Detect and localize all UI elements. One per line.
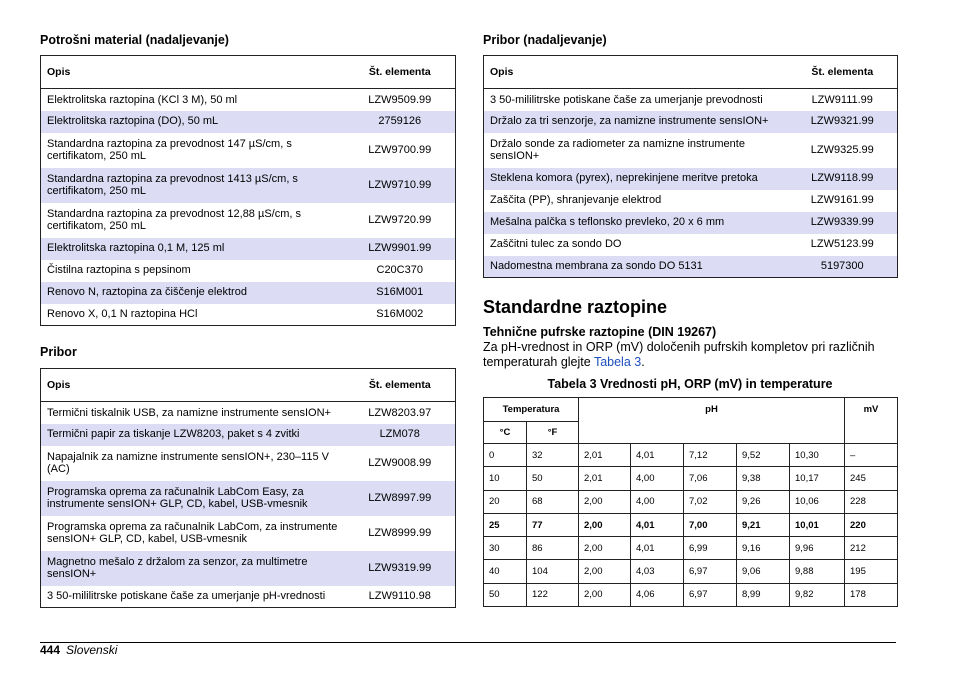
item-number: 5197300 xyxy=(788,256,898,278)
column-header-description: Opis xyxy=(41,369,345,402)
item-number: LZW8999.99 xyxy=(368,526,432,539)
item-description: Termični tiskalnik USB, za namizne instrumente sensION+ xyxy=(47,406,331,419)
ph-value: 4,00 xyxy=(631,490,684,513)
subsection-title: Tehnične pufrske raztopine (DIN 19267) xyxy=(483,325,717,339)
consumables-table xyxy=(40,55,456,326)
ph-value: 2,00 xyxy=(579,560,631,583)
table-row xyxy=(41,586,456,608)
ph-value: 7,12 xyxy=(684,444,737,467)
ph-value: 9,26 xyxy=(737,490,790,513)
item-description: Magnetno mešalo z držalom za senzor, za multimetre sensION+ xyxy=(41,551,345,586)
ph-value: 9,96 xyxy=(790,537,845,560)
table-row xyxy=(484,256,898,278)
intro-end: . xyxy=(641,355,645,369)
table-row xyxy=(41,402,456,424)
temp-celsius: 20 xyxy=(484,490,527,513)
temp-celsius: 25 xyxy=(484,513,527,536)
header-temperature: Temperatura xyxy=(484,398,579,422)
ph-value: 4,01 xyxy=(631,537,684,560)
table-row xyxy=(484,234,898,256)
table-row xyxy=(41,133,456,168)
item-number: LZM078 xyxy=(345,424,456,446)
item-number: LZW8203.97 xyxy=(368,406,432,419)
item-number: LZW9509.99 xyxy=(368,93,432,106)
item-description: Nadomestna membrana za sondo DO 5131 xyxy=(484,256,788,278)
ph-value: 9,16 xyxy=(737,537,790,560)
temp-celsius: 50 xyxy=(484,583,527,606)
item-description: Elektrolitska raztopina (KCl 3 M), 50 ml xyxy=(47,93,238,106)
table-row xyxy=(484,537,898,560)
item-description: Čistilna raztopina s pepsinom xyxy=(47,264,191,277)
ph-value: 6,99 xyxy=(684,537,737,560)
table-row xyxy=(41,446,456,481)
mv-value: 178 xyxy=(845,583,898,606)
table-row xyxy=(41,304,456,326)
ph-value: 2,01 xyxy=(579,444,631,467)
ph-value: 2,01 xyxy=(579,467,631,490)
table-row xyxy=(41,203,456,238)
item-description: Programska oprema za računalnik LabCom Easy, za instrumente sensION+ GLP, CD, kabel, USB-vmesnik xyxy=(41,481,345,516)
item-number: LZW9339.99 xyxy=(788,212,898,234)
item-description: Napajalnik za namizne instrumente sensION+, 230–115 V (AC) xyxy=(47,450,329,475)
table-row xyxy=(484,560,898,583)
table-row xyxy=(484,89,898,111)
ph-value: 9,06 xyxy=(737,560,790,583)
table-row xyxy=(41,168,456,203)
ph-value: 4,03 xyxy=(631,560,684,583)
item-description: 3 50-mililitrske potiskane čaše za umerjanje pH-vrednosti xyxy=(47,590,326,602)
table-row xyxy=(41,551,456,586)
mv-value: 195 xyxy=(845,560,898,583)
intro-paragraph xyxy=(483,340,897,370)
temp-fahrenheit: 122 xyxy=(527,583,579,606)
item-description: Držalo za tri senzorje, za namizne instrumente sensION+ xyxy=(484,111,788,133)
item-description: Standardna raztopina za prevodnost 147 µS/cm, s certifikatom, 250 mL xyxy=(47,137,292,162)
ph-value: 7,06 xyxy=(684,467,737,490)
column-header-item-number: Št. elementa xyxy=(345,369,456,402)
section-title: Standardne raztopine xyxy=(483,297,668,317)
item-number: S16M001 xyxy=(345,282,456,304)
ph-value: 4,00 xyxy=(631,467,684,490)
temp-fahrenheit: 32 xyxy=(527,444,579,467)
mv-value: – xyxy=(845,444,898,467)
item-description: Elektrolitska raztopina 0,1 M, 125 ml xyxy=(41,238,345,260)
ph-value: 4,01 xyxy=(631,444,684,467)
item-number: LZW9700.99 xyxy=(368,143,432,156)
table-row xyxy=(41,516,456,551)
ph-value: 10,06 xyxy=(790,490,845,513)
temp-fahrenheit: 68 xyxy=(527,490,579,513)
accessories-table xyxy=(40,368,456,608)
column-header-description: Opis xyxy=(484,56,788,89)
table-row xyxy=(484,513,898,536)
table-row xyxy=(484,444,898,467)
item-description: Zaščitni tulec za sondo DO xyxy=(490,238,622,251)
ph-value: 2,00 xyxy=(579,583,631,606)
mv-value: 228 xyxy=(845,490,898,513)
item-description: Termični papir za tiskanje LZW8203, paket s 4 zvitki xyxy=(41,424,345,446)
item-number: LZW9118.99 xyxy=(788,168,898,190)
ph-value: 6,97 xyxy=(684,583,737,606)
temp-fahrenheit: 104 xyxy=(527,560,579,583)
item-number: LZW8997.99 xyxy=(345,481,456,516)
header-ph: pH xyxy=(579,398,845,444)
item-number: LZW9008.99 xyxy=(368,456,432,469)
ph-value: 9,38 xyxy=(737,467,790,490)
ph-value: 2,00 xyxy=(579,490,631,513)
item-number: LZW9720.99 xyxy=(368,213,432,226)
page-number: 444 xyxy=(40,643,61,657)
column-header-item-number: Št. elementa xyxy=(345,56,456,89)
item-number: LZW9161.99 xyxy=(810,194,874,207)
table-row xyxy=(484,133,898,168)
item-description: Zaščita (PP), shranjevanje elektrod xyxy=(490,194,662,207)
consumables-heading: Potrošni material (nadaljevanje) xyxy=(40,33,229,47)
table-row xyxy=(484,490,898,513)
item-description: Programska oprema za računalnik LabCom, za instrumente sensION+ GLP, CD, kabel, USB-vmesnik xyxy=(47,520,338,545)
column-header-item-number: Št. elementa xyxy=(788,56,898,89)
ph-value: 9,21 xyxy=(737,513,790,536)
ph-value: 9,88 xyxy=(790,560,845,583)
table-row xyxy=(41,424,456,446)
item-description: Standardna raztopina za prevodnost 1413 µS/cm, s certifikatom, 250 mL xyxy=(41,168,345,203)
header-fahrenheit: °F xyxy=(527,422,579,444)
mv-value: 220 xyxy=(845,513,898,536)
table-row xyxy=(41,481,456,516)
table-reference-link[interactable]: Tabela 3 xyxy=(593,355,642,369)
table-row xyxy=(484,212,898,234)
item-number: LZW9710.99 xyxy=(345,168,456,203)
temp-celsius: 30 xyxy=(484,537,527,560)
accessories-continued-heading: Pribor (nadaljevanje) xyxy=(483,33,607,47)
item-description: Elektrolitska raztopina (DO), 50 mL xyxy=(41,111,345,133)
table-row xyxy=(484,111,898,133)
table-caption: Tabela 3 Vrednosti pH, ORP (mV) in temperature xyxy=(547,377,833,391)
ph-value: 6,97 xyxy=(684,560,737,583)
item-number: LZW9111.99 xyxy=(811,93,873,106)
table-row xyxy=(41,260,456,282)
item-number: LZW5123.99 xyxy=(810,238,874,251)
ph-value: 4,01 xyxy=(631,513,684,536)
temp-celsius: 0 xyxy=(484,444,527,467)
ph-value: 8,99 xyxy=(737,583,790,606)
table-row xyxy=(484,190,898,212)
item-number: LZW9325.99 xyxy=(810,143,874,156)
temp-fahrenheit: 86 xyxy=(527,537,579,560)
ph-value: 10,01 xyxy=(790,513,845,536)
item-number: LZW9110.98 xyxy=(368,590,431,602)
item-description: Renovo N, raztopina za čiščenje elektrod xyxy=(41,282,345,304)
table-row xyxy=(41,89,456,111)
table-row xyxy=(484,168,898,190)
item-number: LZW9319.99 xyxy=(345,551,456,586)
accessories-continued-table xyxy=(483,55,898,278)
table-row xyxy=(484,583,898,606)
temp-celsius: 10 xyxy=(484,467,527,490)
item-number: C20C370 xyxy=(376,264,423,277)
temp-celsius: 40 xyxy=(484,560,527,583)
item-description: Renovo X, 0,1 N raztopina HCl xyxy=(47,308,198,320)
ph-value: 4,06 xyxy=(631,583,684,606)
header-mv: mV xyxy=(845,398,898,444)
page-footer xyxy=(40,643,117,657)
ph-value: 7,02 xyxy=(684,490,737,513)
ph-value: 9,82 xyxy=(790,583,845,606)
table-row xyxy=(41,282,456,304)
table-row xyxy=(41,111,456,133)
item-description: Standardna raztopina za prevodnost 12,88 µS/cm, s certifikatom, 250 mL xyxy=(47,207,301,232)
table-row xyxy=(41,238,456,260)
item-description: Držalo sonde za radiometer za namizne instrumente sensION+ xyxy=(490,137,745,162)
accessories-heading: Pribor xyxy=(40,345,77,359)
mv-value: 245 xyxy=(845,467,898,490)
column-header-description: Opis xyxy=(41,56,345,89)
header-celsius: °C xyxy=(484,422,527,444)
item-description: Steklena komora (pyrex), neprekinjene meritve pretoka xyxy=(484,168,788,190)
table-row xyxy=(484,467,898,490)
item-description: Mešalna palčka s teflonsko prevleko, 20 x 6 mm xyxy=(484,212,788,234)
item-number: S16M002 xyxy=(376,308,424,320)
ph-value: 2,00 xyxy=(579,537,631,560)
ph-value: 10,17 xyxy=(790,467,845,490)
item-number: 2759126 xyxy=(345,111,456,133)
footer-divider xyxy=(40,642,896,643)
item-description: 3 50-mililitrske potiskane čaše za umerjanje prevodnosti xyxy=(490,93,763,106)
ph-value: 9,52 xyxy=(737,444,790,467)
item-number: LZW9901.99 xyxy=(345,238,456,260)
footer-language: Slovenski xyxy=(66,643,118,657)
intro-text: Za pH-vrednost in ORP (mV) določenih pufrskih kompletov pri različnih temperaturah glejte xyxy=(483,340,875,369)
ph-value: 2,00 xyxy=(579,513,631,536)
temp-fahrenheit: 77 xyxy=(527,513,579,536)
ph-value: 7,00 xyxy=(684,513,737,536)
mv-value: 212 xyxy=(845,537,898,560)
ph-value: 10,30 xyxy=(790,444,845,467)
temp-fahrenheit: 50 xyxy=(527,467,579,490)
item-number: LZW9321.99 xyxy=(788,111,898,133)
ph-orp-table xyxy=(483,397,898,607)
